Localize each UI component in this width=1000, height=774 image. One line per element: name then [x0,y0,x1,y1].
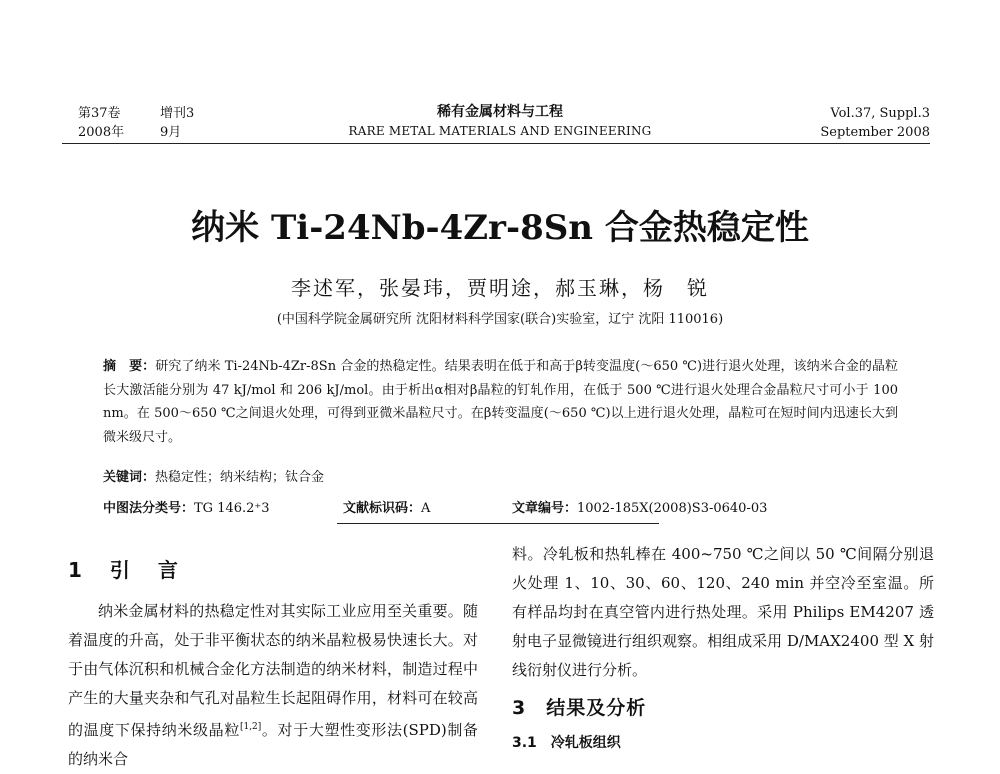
abstract-text: 研究了纳米 Ti-24Nb-4Zr-8Sn 合金的热稳定性。结果表明在低于和高于β转变温度(～650 ℃)进行退火处理，该纳米合金的晶粒长大激活能分别为 47 kJ/mol 和 206 kJ/mol。由于析出α相对β晶粒的钉轧作用，在低于 500 ℃进行退火处理合金晶粒尺寸可小于 100 nm。在 500～650 ℃之间退火处理，可得到亚微米晶粒尺寸。在β转变温度(～650 ℃)以上进行退火处理，晶粒可在短时间内迅速长大到微米级尺寸。 [103,359,898,445]
section-3-heading: 3 结果及分析 [512,697,647,719]
keywords [103,466,324,485]
section-3-1-heading: 3.1 冷轧板组织 [512,735,621,751]
doc-code [343,497,430,516]
header-right [820,104,930,142]
methods-paragraph: 料。冷轧板和热轧棒在 400~750 ℃之间以 50 ℃间隔分别退火处理 1、10、30、60、120、240 min 并空冷至室温。所有样品均封在真空管内进行热处理。采用 Philips EM4207 透射电子显微镜进行组织观察。相组成采用 D/MAX2400 型 X 射线衍射仪进行分析。 [512,545,934,679]
authors: 李述军，张晏玮，贾明途，郝玉琳，杨 锐 [291,276,709,300]
keywords-label: 关键词： [103,470,156,485]
year: 2008年 [78,125,125,140]
issue: 增刊3 [160,106,195,121]
section-1-text-after: 。对于大塑性变形法(SPD)制备的纳米合 [68,721,478,768]
classification-value: TG 146.2⁺3 [194,501,270,516]
doc-code-value: A [421,501,431,516]
header-left [78,104,194,142]
journal-header [300,103,700,141]
abstract [103,355,898,449]
section-1-paragraph [68,597,478,774]
header-rule [62,143,930,144]
paper-title: 纳米 Ti-24Nb-4Zr-8Sn 合金热稳定性 [191,208,809,248]
journal-name-en: RARE METAL MATERIALS AND ENGINEERING [348,124,652,138]
doc-code-label: 文献标识码： [343,501,422,516]
article-number [512,497,767,516]
keywords-text: 热稳定性；纳米结构；钛合金 [155,470,325,485]
volume: 第37卷 [78,106,121,121]
month: 9月 [160,125,182,140]
article-number-value: 1002-185X(2008)S3-0640-03 [577,501,768,516]
citation: [1,2] [239,722,262,732]
section-1-heading: 1 引 言 [68,558,182,582]
left-column [68,554,478,774]
volume-en: Vol.37, Suppl.3 [830,106,930,121]
date-en: September 2008 [820,125,930,140]
classification-label: 中图法分类号： [103,501,195,516]
article-number-label: 文章编号： [512,501,578,516]
right-column [512,540,934,752]
abstract-rule [337,523,659,524]
journal-name-cn: 稀有金属材料与工程 [437,104,563,120]
abstract-label: 摘 要： [103,359,156,374]
classification [103,497,270,516]
section-1-text: 纳米金属材料的热稳定性对其实际工业应用至关重要。随着温度的升高，处于非平衡状态的纳米晶粒极易快速长大。对于由气体沉积和机械合金化方法制造的纳米材料，制造过程中产生的大量夹杂和气孔对晶粒生长起阻碍作用，材料可在较高的温度下保持纳米级晶粒 [68,602,478,739]
affiliation: (中国科学院金属研究所 沈阳材料科学国家(联合)实验室，辽宁 沈阳 110016) [276,312,724,327]
